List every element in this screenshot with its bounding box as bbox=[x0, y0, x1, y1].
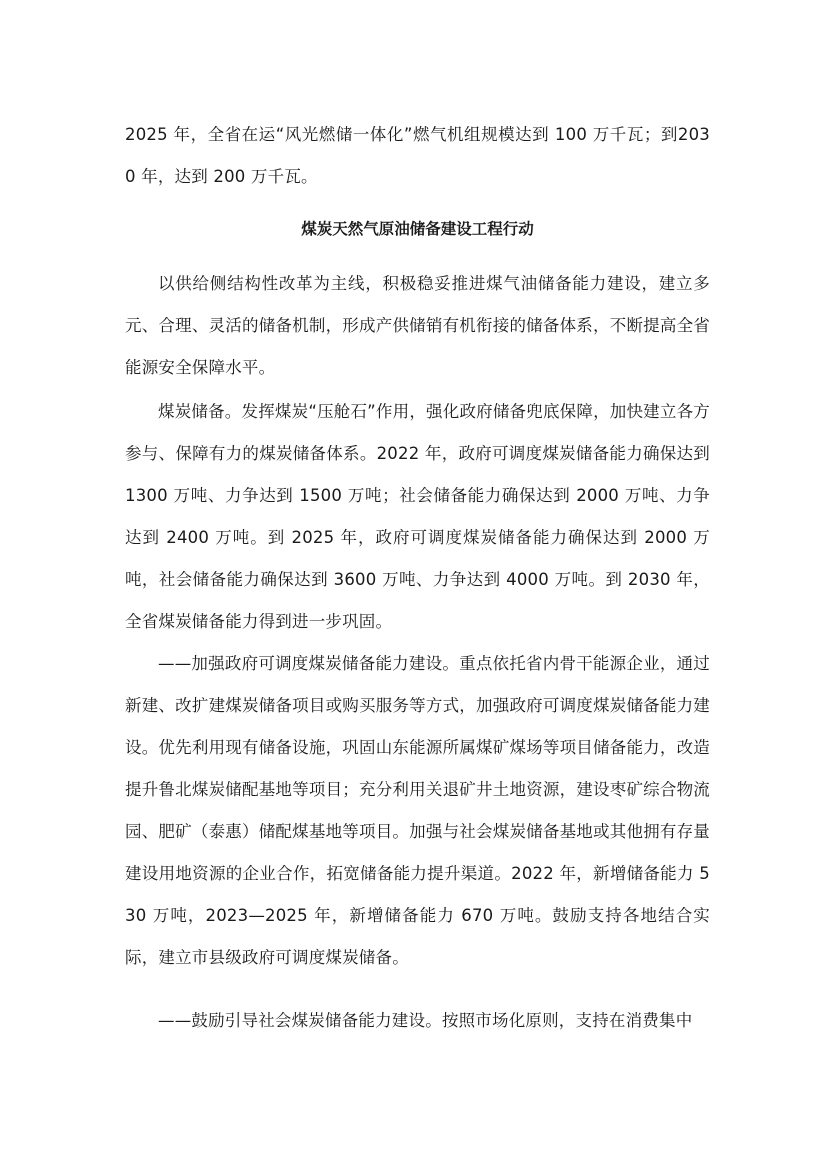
paragraph-intro: 以供给侧结构性改革为主线，积极稳妥推进煤气油储备能力建设，建立多元、合理、灵活的储备机制，形成产供储销有机衔接的储备体系，不断提高全省能源安全保障水平。 bbox=[125, 274, 710, 377]
paragraph-government-reserve: ——加强政府可调度煤炭储备能力建设。重点依托省内骨干能源企业，通过新建、改扩建煤炭储备项目或购买服务等方式，加强政府可调度煤炭储备能力建设。优先利用现有储备设施，巩固山东能源所属煤矿煤场等项目储备能力，改造提升鲁北煤炭储配基地等项目；充分利用关退矿井土地资源，建设枣矿综合物流园、肥矿（泰惠）储配煤基地等项目。加强与社会煤炭储备基地或其他拥有存量建设用地资源的企业合作，拓宽储备能力提升渠道。2022 年，新增储备能力 530 万吨，2023—2025 年，新增储备能力 670 万吨。鼓励支持各地结合实际，建立市县级政府可调度煤炭储备。 bbox=[125, 654, 710, 967]
paragraph-coal-reserve: 煤炭储备。发挥煤炭“压舱石”作用，强化政府储备兜底保障，加快建立各方参与、保障有力的煤炭储备体系。2022 年，政府可调度煤炭储备能力确保达到 1300 万吨、力争达到 1500 万吨；社会储备能力确保达到 2000 万吨、力争达到 2400 万吨。到 2025 年，政府可调度煤炭储备能力确保达到 2000 万吨，社会储备能力确保达到 3600 万吨、力争达到 4000 万吨。到 2030 年，全省煤炭储备能力得到进一步巩固。 bbox=[125, 402, 710, 631]
paragraph-continuation: 2025 年，全省在运“风光燃储一体化”燃气机组规模达到 100 万千瓦；到2030 年，达到 200 万千瓦。 bbox=[125, 125, 710, 186]
section-heading: 煤炭天然气原油储备建设工程行动 bbox=[301, 220, 534, 238]
paragraph-social-reserve: ——鼓励引导社会煤炭储备能力建设。按照市场化原则，支持在消费集中 bbox=[158, 1011, 693, 1030]
